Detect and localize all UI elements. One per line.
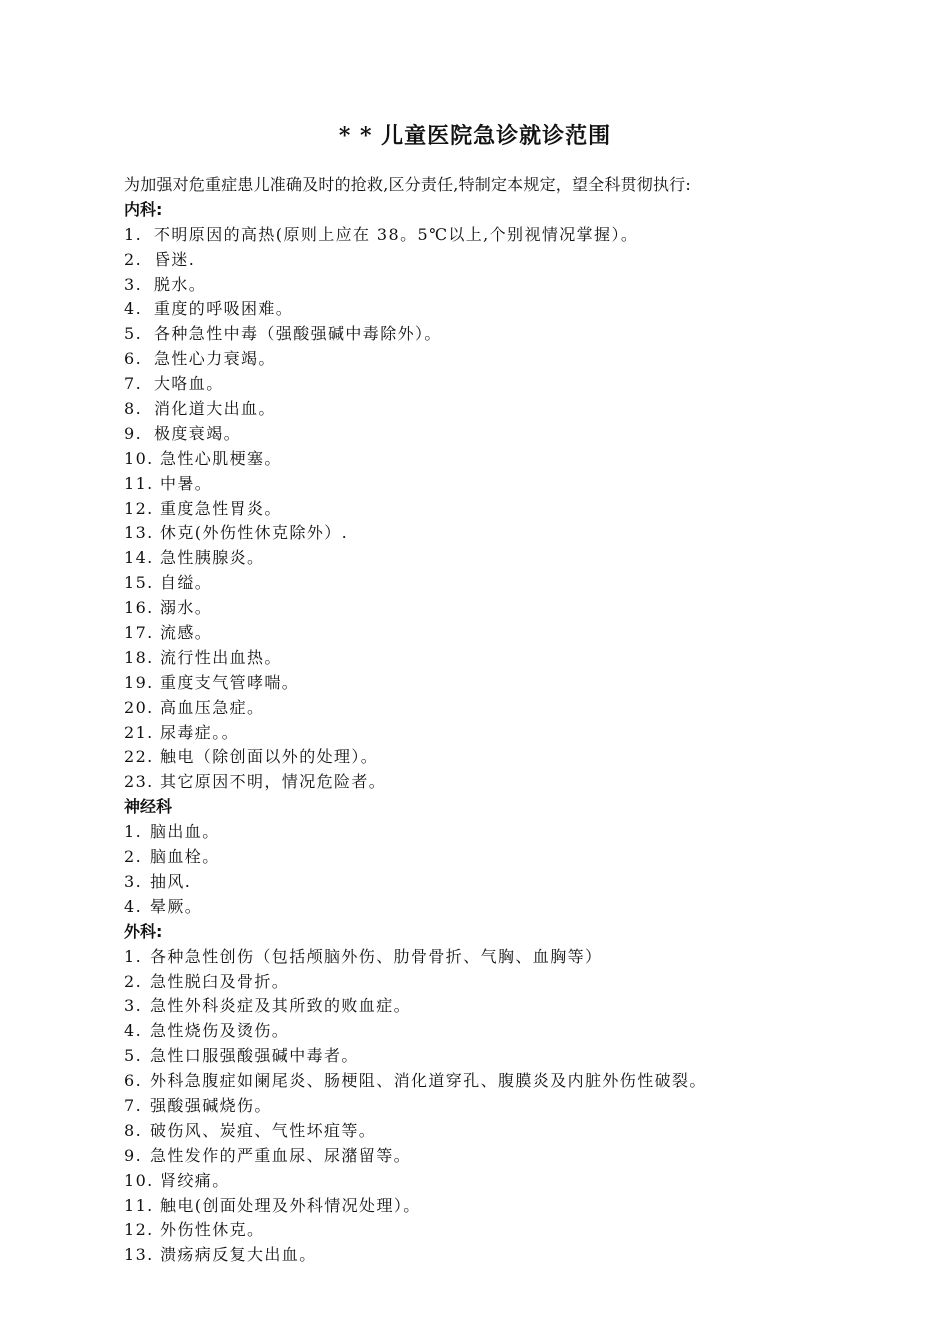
list-item-text: 急性外科炎症及其所致的败血症。 — [150, 996, 412, 1016]
list-item — [124, 1119, 844, 1144]
list-item-text: 急性心力衰竭。 — [154, 349, 276, 369]
list-item — [124, 521, 844, 546]
list-item-number: 8. — [124, 399, 143, 419]
list-item-text: 消化道大出血。 — [154, 399, 276, 419]
list-item — [124, 1069, 844, 1094]
list-item-number: 4. — [124, 1021, 143, 1041]
list-item-number: 16. — [124, 598, 154, 618]
list-item-number: 4. — [124, 896, 143, 916]
list-item-number: 23. — [124, 772, 154, 792]
list-item-text: 晕厥。 — [150, 896, 203, 916]
list-item — [124, 895, 844, 920]
list-item — [124, 223, 844, 248]
list-item-number: 2. — [124, 847, 143, 867]
list-item — [124, 1243, 844, 1268]
list-item-text: 破伤风、炭疽、气性坏疽等。 — [150, 1120, 377, 1140]
list-item-text: 中暑。 — [160, 473, 213, 493]
list-item — [124, 1218, 844, 1243]
list-item-number: 22. — [124, 747, 154, 767]
sections-container — [124, 198, 844, 1268]
list-item-number: 2. — [124, 971, 143, 991]
list-item-text: 脑血栓。 — [150, 847, 220, 867]
list-item-number: 6. — [124, 349, 143, 369]
list-item — [124, 945, 844, 970]
intro-paragraph: 为加强对危重症患儿准确及时的抢救,区分责任,特制定本规定，望全科贯彻执行: — [124, 175, 691, 194]
list-item-number: 1. — [124, 822, 143, 842]
list-item-text: 重度急性胃炎。 — [160, 498, 282, 518]
list-item-number: 13. — [124, 1245, 154, 1265]
list-item — [124, 372, 844, 397]
list-item-text: 极度衰竭。 — [154, 423, 242, 443]
list-item-text: 自缢。 — [160, 573, 213, 593]
list-item — [124, 820, 844, 845]
list-item — [124, 1094, 844, 1119]
list-item-text: 急性胰腺炎。 — [160, 548, 265, 568]
list-item — [124, 497, 844, 522]
list-item — [124, 347, 844, 372]
list-item-number: 2. — [124, 249, 143, 269]
list-item — [124, 472, 844, 497]
list-item — [124, 994, 844, 1019]
section-heading: 外科: — [124, 921, 163, 941]
list-item-text: 脑出血。 — [150, 822, 220, 842]
list-item-number: 11. — [124, 473, 154, 493]
list-item — [124, 1019, 844, 1044]
list-item-text: 溃疡病反复大出血。 — [160, 1245, 317, 1265]
list-item-text: 流行性出血热。 — [160, 647, 282, 667]
list-item-number: 9. — [124, 423, 143, 443]
list-item-text: 急性心肌梗塞。 — [160, 448, 282, 468]
list-item-text: 其它原因不明，情况危险者。 — [160, 772, 387, 792]
list-item — [124, 696, 844, 721]
list-item — [124, 447, 844, 472]
list-item — [124, 273, 844, 298]
list-item — [124, 1144, 844, 1169]
list-item-text: 急性发作的严重血尿、尿潴留等。 — [150, 1145, 412, 1165]
list-item-number: 3. — [124, 996, 143, 1016]
list-item-text: 急性脱臼及骨折。 — [150, 971, 290, 991]
list-item-number: 1. — [124, 224, 143, 244]
list-item-number: 3. — [124, 871, 143, 891]
list-item-text: 急性烧伤及烫伤。 — [150, 1021, 290, 1041]
list-item — [124, 745, 844, 770]
list-item-text: 高血压急症。 — [160, 697, 265, 717]
list-item-text: 外科急腹症如阑尾炎、肠梗阻、消化道穿孔、腹膜炎及内脏外伤性破裂。 — [150, 1071, 707, 1091]
document-title: * * 儿童医院急诊就诊范围 — [338, 123, 612, 149]
list-item — [124, 646, 844, 671]
list-item-text: 大咯血。 — [154, 374, 224, 394]
list-item-number: 5. — [124, 324, 143, 344]
list-item-number: 12. — [124, 1220, 154, 1240]
list-item-text: 各种急性创伤（包括颅脑外伤、肋骨骨折、气胸、血胸等） — [150, 946, 603, 966]
list-item — [124, 322, 844, 347]
list-item — [124, 671, 844, 696]
list-item — [124, 970, 844, 995]
list-item — [124, 248, 844, 273]
list-item-number: 9. — [124, 1145, 143, 1165]
list-item-number: 12. — [124, 498, 154, 518]
list-item-number: 20. — [124, 697, 154, 717]
list-item-text: 重度的呼吸困难。 — [154, 299, 294, 319]
list-item-text: 急性口服强酸强碱中毒者。 — [150, 1046, 359, 1066]
list-item-text: 脱水。 — [154, 274, 207, 294]
list-item-number: 19. — [124, 672, 154, 692]
list-item-number: 13. — [124, 523, 154, 543]
list-item-text: 不明原因的高热(原则上应在 38。5℃以上,个别视情况掌握）。 — [154, 224, 639, 244]
list-item-text: 昏迷. — [154, 249, 196, 269]
list-item-number: 18. — [124, 647, 154, 667]
list-item-text: 重度支气管哮喘。 — [160, 672, 300, 692]
list-item-text: 各种急性中毒（强酸强碱中毒除外）。 — [154, 324, 442, 344]
list-item-text: 抽风. — [150, 871, 192, 891]
list-item — [124, 596, 844, 621]
list-item — [124, 1194, 844, 1219]
list-item-number: 7. — [124, 1095, 143, 1115]
list-item-number: 3. — [124, 274, 143, 294]
list-item-text: 尿毒症。。 — [160, 722, 240, 742]
list-item-number: 6. — [124, 1071, 143, 1091]
list-item-text: 休克(外伤性休克除外）. — [160, 523, 349, 543]
list-item-text: 流感。 — [160, 623, 213, 643]
list-item-number: 4. — [124, 299, 143, 319]
list-item-text: 溺水。 — [160, 598, 213, 618]
list-item-text: 外伤性休克。 — [160, 1220, 265, 1240]
list-item-number: 15. — [124, 573, 154, 593]
list-item — [124, 721, 844, 746]
list-item-number: 17. — [124, 623, 154, 643]
list-item-number: 10. — [124, 448, 154, 468]
list-item — [124, 870, 844, 895]
list-item — [124, 571, 844, 596]
list-item — [124, 621, 844, 646]
list-item — [124, 397, 844, 422]
list-item-number: 8. — [124, 1120, 143, 1140]
list-item — [124, 297, 844, 322]
list-item-number: 10. — [124, 1170, 154, 1190]
list-item-text: 肾绞痛。 — [160, 1170, 230, 1190]
list-item — [124, 845, 844, 870]
list-item-number: 14. — [124, 548, 154, 568]
list-item-text: 强酸强碱烧伤。 — [150, 1095, 272, 1115]
list-item-text: 触电(创面处理及外科情况处理）。 — [160, 1195, 421, 1215]
list-item-number: 11. — [124, 1195, 154, 1215]
section-heading: 神经科 — [124, 797, 173, 817]
list-item-number: 7. — [124, 374, 143, 394]
list-item — [124, 770, 844, 795]
section-heading: 内科: — [124, 199, 163, 219]
list-item-number: 1. — [124, 946, 143, 966]
list-item — [124, 422, 844, 447]
list-item — [124, 546, 844, 571]
list-item-number: 21. — [124, 722, 154, 742]
list-item — [124, 1044, 844, 1069]
list-item-text: 触电（除创面以外的处理）。 — [160, 747, 379, 767]
document-body — [124, 173, 844, 1268]
list-item-number: 5. — [124, 1046, 143, 1066]
list-item — [124, 1169, 844, 1194]
